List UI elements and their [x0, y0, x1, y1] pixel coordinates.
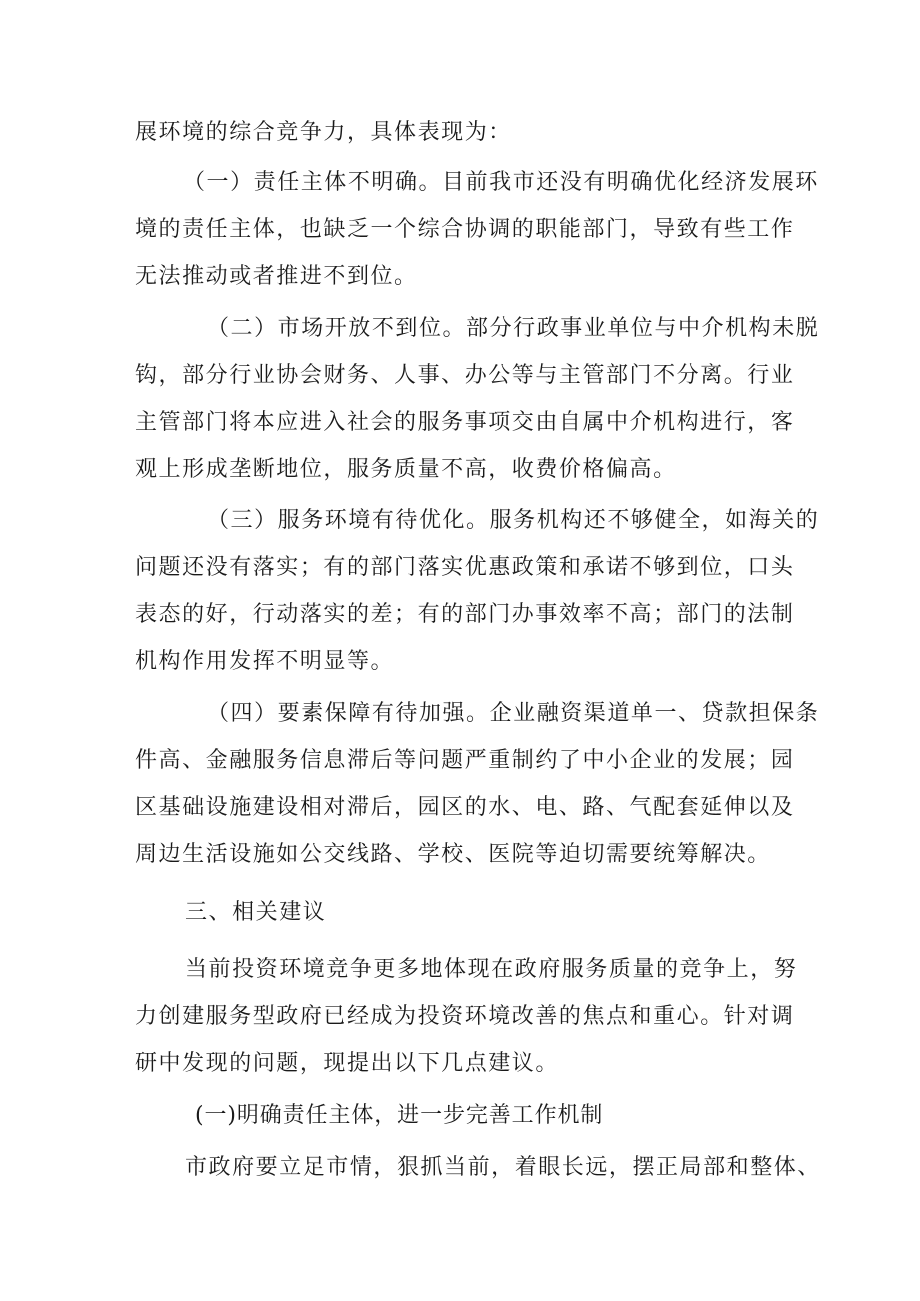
text-line: 区基础设施建设相对滞后，园区的水、电、路、气配套延伸以及 [135, 795, 795, 820]
text-line: 展环境的综合竞争力，具体表现为： [135, 120, 512, 145]
text-line: 当前投资环境竞争更多地体现在政府服务质量的竞争上，努 [185, 957, 798, 982]
text-line: （二）市场开放不到位。部分行政事业单位与中介机构未脱 [207, 316, 820, 341]
text-line: 钩，部分行业协会财务、人事、办公等与主管部门不分离。行业 [135, 363, 795, 388]
text-line: 件高、金融服务信息滞后等问题严重制约了中小企业的发展；园 [135, 748, 795, 773]
text-line: 周边生活设施如公交线路、学校、医院等迫切需要统筹解决。 [135, 842, 771, 867]
text-line: 机构作用发挥不明显等。 [135, 649, 395, 674]
text-line: 问题还没有落实；有的部门落实优惠政策和承诺不够到位，口头 [135, 555, 795, 580]
text-line: 市政府要立足市情，狠抓当前，着眼长远，摆正局部和整体、 [185, 1155, 821, 1180]
section-heading: 三、相关建议 [185, 900, 327, 925]
text-line: 无法推动或者推进不到位。 [135, 264, 418, 289]
text-line: （四）要素保障有待加强。企业融资渠道单一、贷款担保条 [207, 701, 820, 726]
text-line: （一）责任主体不明确。目前我市还没有明确优化经济发展环 [183, 170, 819, 195]
text-line: （三）服务环境有待优化。服务机构还不够健全，如海关的 [207, 508, 820, 533]
subsection-heading: (一)明确责任主体，进一步完善工作机制 [195, 1103, 604, 1128]
text-line: 观上形成垄断地位，服务质量不高，收费价格偏高。 [135, 457, 677, 482]
text-line: 主管部门将本应进入社会的服务事项交由自属中介机构进行，客 [135, 410, 795, 435]
text-line: 研中发现的问题，现提出以下几点建议。 [135, 1051, 559, 1076]
text-line: 境的责任主体，也缺乏一个综合协调的职能部门，导致有些工作 [135, 217, 795, 242]
text-line: 力创建服务型政府已经成为投资环境改善的焦点和重心。针对调 [135, 1004, 795, 1029]
text-line: 表态的好，行动落实的差；有的部门办事效率不高；部门的法制 [135, 602, 795, 627]
